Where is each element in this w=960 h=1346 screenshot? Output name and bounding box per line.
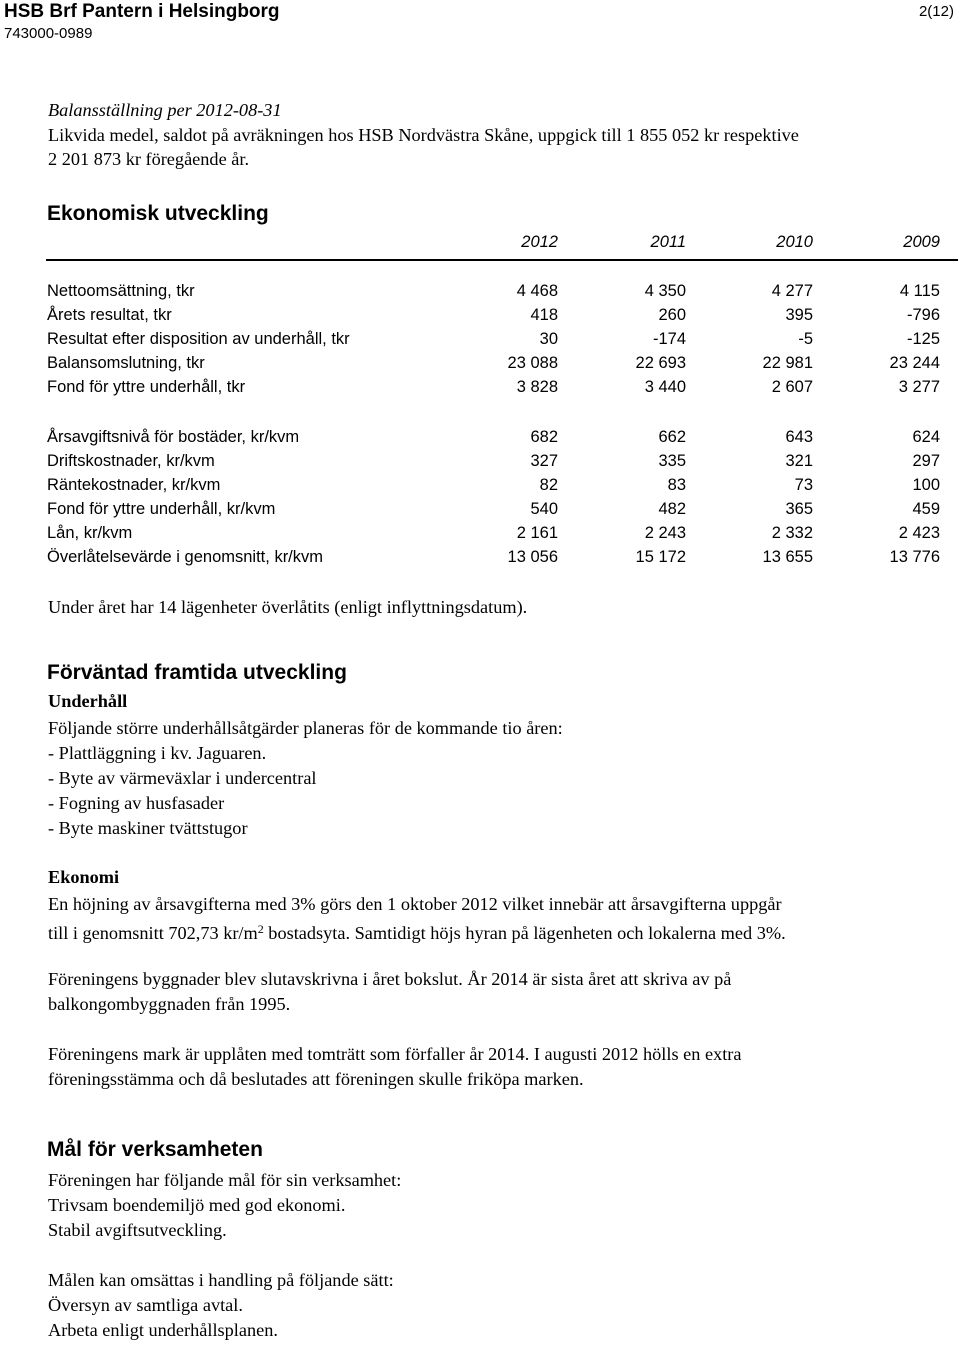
year-header-4: 2009 xyxy=(903,233,940,251)
row-value-2012: 2 161 xyxy=(516,524,558,542)
economy-paragraph-2-line-2: balkongombyggnaden från 1995. xyxy=(48,994,291,1014)
row-value-2011: -174 xyxy=(652,330,686,348)
balance-text-line-2: 2 201 873 kr föregående år. xyxy=(48,149,250,169)
maintenance-item: - Fogning av husfasader xyxy=(48,793,225,813)
row-value-2009: 3 277 xyxy=(898,378,940,396)
row-value-2012: 3 828 xyxy=(516,378,558,396)
row-value-2011: 4 350 xyxy=(644,282,686,300)
goals-heading: Mål för verksamheten xyxy=(47,1138,263,1161)
table-row xyxy=(0,330,960,354)
row-label: Driftskostnader, kr/kvm xyxy=(47,452,215,470)
row-value-2009: 297 xyxy=(912,452,940,470)
table-row xyxy=(0,306,960,330)
goal-item: Trivsam boendemiljö med god ekonomi. xyxy=(48,1195,346,1215)
transfers-note: Under året har 14 lägenheter överlåtits (enligt inflyttningsdatum). xyxy=(48,597,528,617)
row-value-2010: 643 xyxy=(785,428,813,446)
methods-intro: Målen kan omsättas i handling på följande sätt: xyxy=(48,1270,394,1290)
row-value-2012: 540 xyxy=(530,500,558,518)
balance-title: Balansställning per 2012-08-31 xyxy=(48,100,282,120)
row-value-2010: 2 332 xyxy=(771,524,813,542)
row-value-2009: 459 xyxy=(912,500,940,518)
row-value-2009: -796 xyxy=(906,306,940,324)
row-value-2009: 624 xyxy=(912,428,940,446)
row-value-2012: 82 xyxy=(539,476,558,494)
year-header-3: 2010 xyxy=(776,233,813,251)
table-row xyxy=(0,524,960,548)
economy-text: bostadsyta. Samtidigt höjs hyran på lägenheten och lokalerna med 3%. xyxy=(263,923,786,943)
maintenance-heading: Underhåll xyxy=(48,691,128,711)
table-row xyxy=(0,476,960,500)
row-value-2010: 365 xyxy=(785,500,813,518)
row-value-2012: 682 xyxy=(530,428,558,446)
row-value-2009: -125 xyxy=(906,330,940,348)
goals-intro: Föreningen har följande mål för sin verksamhet: xyxy=(48,1170,402,1190)
table-row xyxy=(0,378,960,402)
row-value-2012: 30 xyxy=(539,330,558,348)
balance-text-line-1: Likvida medel, saldot på avräkningen hos HSB Nordvästra Skåne, uppgick till 1 855 052 kr respektive xyxy=(48,125,799,145)
row-label: Årsavgiftsnivå för bostäder, kr/kvm xyxy=(47,428,300,446)
economy-text: till i genomsnitt 702,73 kr/m xyxy=(48,923,258,943)
row-value-2010: 395 xyxy=(785,306,813,324)
table-row xyxy=(0,354,960,378)
row-value-2011: 15 172 xyxy=(635,548,686,566)
goal-item: Stabil avgiftsutveckling. xyxy=(48,1220,227,1240)
row-value-2011: 482 xyxy=(658,500,686,518)
economy-paragraph-1-line-1: En höjning av årsavgifterna med 3% görs den 1 oktober 2012 vilket innebär att årsavgifterna uppgår xyxy=(48,894,782,914)
row-label: Resultat efter disposition av underhåll, tkr xyxy=(47,330,350,348)
row-value-2011: 260 xyxy=(658,306,686,324)
row-value-2010: 321 xyxy=(785,452,813,470)
method-item: Översyn av samtliga avtal. xyxy=(48,1295,243,1315)
row-value-2009: 100 xyxy=(912,476,940,494)
row-value-2011: 83 xyxy=(667,476,686,494)
row-label: Balansomslutning, tkr xyxy=(47,354,205,372)
row-value-2012: 327 xyxy=(530,452,558,470)
row-value-2011: 335 xyxy=(658,452,686,470)
superscript-two: 2 xyxy=(257,922,264,936)
row-label: Nettoomsättning, tkr xyxy=(47,282,195,300)
economy-paragraph-1-line-2 xyxy=(48,917,786,946)
row-label: Räntekostnader, kr/kvm xyxy=(47,476,221,494)
row-value-2010: 2 607 xyxy=(771,378,813,396)
row-value-2009: 2 423 xyxy=(898,524,940,542)
table-row xyxy=(0,548,960,572)
table-row xyxy=(0,282,960,306)
row-value-2010: 22 981 xyxy=(762,354,813,372)
row-value-2010: -5 xyxy=(798,330,813,348)
row-value-2010: 4 277 xyxy=(771,282,813,300)
year-header-1: 2012 xyxy=(521,233,558,251)
row-value-2011: 22 693 xyxy=(635,354,686,372)
organization-number: 743000-0989 xyxy=(4,25,93,42)
row-label: Fond för yttre underhåll, kr/kvm xyxy=(47,500,276,518)
organization-name: HSB Brf Pantern i Helsingborg xyxy=(4,1,280,22)
maintenance-item: - Byte av värmeväxlar i undercentral xyxy=(48,768,317,788)
row-label: Lån, kr/kvm xyxy=(47,524,133,542)
economy-paragraph-3-line-1: Föreningens mark är upplåten med tomträtt som förfaller år 2014. I augusti 2012 hölls en extra xyxy=(48,1044,742,1064)
maintenance-intro: Följande större underhållsåtgärder planeras för de kommande tio åren: xyxy=(48,718,563,738)
row-label: Fond för yttre underhåll, tkr xyxy=(47,378,246,396)
economy-paragraph-2-line-1: Föreningens byggnader blev slutavskrivna i året bokslut. År 2014 är sista året att skriva av på xyxy=(48,969,732,989)
table-header-rule xyxy=(46,259,958,261)
table-row xyxy=(0,452,960,476)
row-value-2012: 13 056 xyxy=(507,548,558,566)
table-row xyxy=(0,500,960,524)
maintenance-item: - Byte maskiner tvättstugor xyxy=(48,818,248,838)
row-value-2012: 23 088 xyxy=(507,354,558,372)
row-value-2009: 23 244 xyxy=(889,354,940,372)
row-label: Årets resultat, tkr xyxy=(47,306,172,324)
method-item: Arbeta enligt underhållsplanen. xyxy=(48,1320,278,1340)
page-number: 2(12) xyxy=(918,3,954,20)
row-value-2012: 4 468 xyxy=(516,282,558,300)
row-value-2012: 418 xyxy=(530,306,558,324)
row-value-2010: 13 655 xyxy=(762,548,813,566)
row-value-2009: 13 776 xyxy=(889,548,940,566)
year-header-2: 2011 xyxy=(650,233,686,251)
row-value-2009: 4 115 xyxy=(899,282,940,300)
table-row xyxy=(0,428,960,452)
economy-paragraph-3-line-2: föreningsstämma och då beslutades att föreningen skulle friköpa marken. xyxy=(48,1069,584,1089)
row-value-2011: 3 440 xyxy=(644,378,686,396)
future-development-heading: Förväntad framtida utveckling xyxy=(47,661,347,684)
economy-heading: Ekonomi xyxy=(48,867,120,887)
maintenance-item: - Plattläggning i kv. Jaguaren. xyxy=(48,743,267,763)
economic-development-heading: Ekonomisk utveckling xyxy=(47,202,269,225)
row-value-2010: 73 xyxy=(794,476,813,494)
row-value-2011: 662 xyxy=(658,428,686,446)
row-value-2011: 2 243 xyxy=(644,524,686,542)
row-label: Överlåtelsevärde i genomsnitt, kr/kvm xyxy=(47,548,324,566)
